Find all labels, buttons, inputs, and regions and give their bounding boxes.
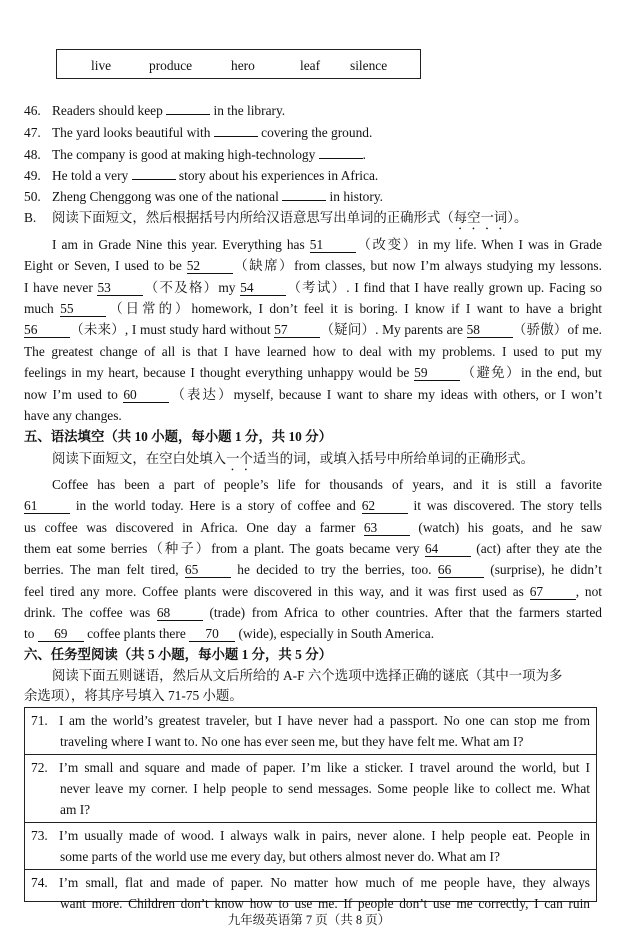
- answer-blank-61[interactable]: 61: [24, 499, 70, 514]
- question-number: 46.: [24, 103, 41, 118]
- question-number: 50.: [24, 189, 41, 204]
- answer-blank-54[interactable]: 54: [240, 281, 286, 296]
- passage-line: Eight or Seven, I used to be 52 （缺席）from classes, but now I’m always studying my lessons.: [24, 258, 602, 273]
- fill-question: 47. The yard looks beautiful with covering the ground.: [24, 125, 373, 140]
- passage-line: to 69 coffee plants there 70 (wide), especially in South America.: [24, 626, 435, 641]
- passage-line: have any changes.: [24, 408, 122, 423]
- answer-blank-56[interactable]: 56: [24, 323, 70, 338]
- section5-instruction: 阅读下面短文，在空白处填入一个适当的词，或填入括号中所给单词的正确形式。: [52, 451, 535, 466]
- passage-line: feelings in my heart, because I thought everything unhappy would be 59 （避免）in the end, but: [24, 365, 602, 380]
- passage-line: feel tired any more. Coffee plants were discovered in this way, and it was first used as 67 , not: [24, 584, 603, 599]
- answer-blank-59[interactable]: 59: [414, 366, 460, 381]
- word-bank-item: hero: [231, 58, 255, 73]
- section-b-instruction: B. 阅读下面短文，然后根据括号内所给汉语意思写出单词的正确形式（每空一词）。: [24, 210, 528, 225]
- fill-question: 48. The company is good at making high-technology .: [24, 147, 367, 162]
- question-number: 49.: [24, 168, 41, 183]
- fill-question: 46. Readers should keep in the library.: [24, 103, 286, 118]
- emphasis-text: 一个: [226, 451, 253, 466]
- passage-line: berries. The man felt tired, 65 he decided to try the berries, too. 66 (surprise), he didn’t: [24, 562, 602, 577]
- answer-blank-51[interactable]: 51: [310, 238, 356, 253]
- section5-title: 五、语法填空（共 10 小题，每小题 1 分，共 10 分）: [24, 429, 332, 444]
- section6-title: 六、任务型阅读（共 5 小题，每小题 1 分，共 5 分）: [24, 647, 332, 662]
- passage-line: The greatest change of all is that I have learned how to deal with my problems. I used to put my: [24, 344, 602, 359]
- riddle-table: [24, 707, 597, 911]
- fill-question: 50. Zheng Chenggong was one of the national in history.: [24, 189, 383, 204]
- passage-line: much 55 （日常的）homework, I don’t feel it is boring. I know if I want to have a bright: [24, 301, 602, 316]
- answer-blank[interactable]: [214, 136, 258, 137]
- passage-line: now I’m used to 60 （表达）myself, because I want to share my ideas with others, or I won’t: [24, 387, 602, 402]
- answer-blank-69[interactable]: 69: [38, 627, 84, 642]
- riddle-number: 74.: [31, 875, 48, 890]
- passage-line: 61 in the world today. Here is a story of coffee and 62 it was discovered. The story tells: [24, 498, 603, 513]
- passage-line: them eat some berries（种子）from a plant. The goats became very 64 (act) after they ate the: [24, 541, 603, 556]
- answer-blank-52[interactable]: 52: [187, 259, 233, 274]
- word-bank-box: [56, 49, 421, 79]
- answer-blank-58[interactable]: 58: [467, 323, 513, 338]
- question-number: 48.: [24, 147, 41, 162]
- word-bank-item: live: [91, 58, 112, 73]
- answer-blank[interactable]: [319, 158, 363, 159]
- passage-line: I am in Grade Nine this year. Everything has 51 （改变）in my life. When I was in Grade: [52, 237, 602, 252]
- answer-blank-57[interactable]: 57: [274, 323, 320, 338]
- riddle-number: 72.: [31, 760, 48, 775]
- word-bank-item: produce: [149, 58, 193, 73]
- answer-blank-53[interactable]: 53: [97, 281, 143, 296]
- answer-blank-67[interactable]: 67: [530, 585, 576, 600]
- answer-blank-65[interactable]: 65: [185, 563, 231, 578]
- passage-line: 56 （未来）, I must study hard without 57 （疑问）. My parents are 58 （骄傲）of me.: [24, 322, 602, 337]
- answer-blank-64[interactable]: 64: [425, 542, 471, 557]
- answer-blank-68[interactable]: 68: [157, 606, 203, 621]
- answer-blank-60[interactable]: 60: [123, 388, 169, 403]
- answer-blank-55[interactable]: 55: [60, 302, 106, 317]
- emphasis-text: 每空一词: [453, 210, 508, 225]
- passage-line: us coffee was discovered in Africa. One day a farmer 63 (watch) his goats, and he saw: [24, 520, 602, 535]
- answer-blank-63[interactable]: 63: [364, 521, 410, 536]
- section-b-label: B.: [24, 210, 37, 225]
- passage-line: I have never 53 （不及格）my 54 （考试）. I find that I have really grown up. Facing so: [24, 280, 602, 295]
- answer-blank-70[interactable]: 70: [189, 627, 235, 642]
- section6-instruction-line2: 余选项），将其序号填入 71-75 小题。: [24, 688, 243, 703]
- riddle-number: 73.: [31, 828, 48, 843]
- answer-blank[interactable]: [282, 200, 326, 201]
- riddle-row: 71. I am the world’s greatest traveler, but I have never had a passport. No one can stop me from traveling where I want to. No one has ever seen me, but they have felt me. What am I?: [25, 708, 596, 755]
- riddle-row: 73. I’m usually made of wood. I always walk in pairs, never alone. I help people eat. People in some parts of the world use me every day, but others almost never do. What am I?: [25, 823, 596, 870]
- section6-instruction-line1: 阅读下面五则谜语，然后从文后所给的 A-F 六个选项中选择正确的谜底（其中一项为多: [52, 668, 563, 683]
- word-bank-item: leaf: [300, 58, 321, 73]
- riddle-row: 72. I’m small and square and made of paper. I’m like a sticker. I travel around the world, but I never leave my corner. I help people to send messages. Some people like to collect me. What am I?: [25, 755, 596, 823]
- answer-blank[interactable]: [132, 179, 176, 180]
- answer-blank-66[interactable]: 66: [438, 563, 484, 578]
- riddle-number: 71.: [31, 713, 48, 728]
- answer-blank[interactable]: [166, 114, 210, 115]
- passage-line: drink. The coffee was 68 (trade) from Africa to other countries. After that the farmers started: [24, 605, 602, 620]
- question-number: 47.: [24, 125, 41, 140]
- fill-question: 49. He told a very story about his experiences in Africa.: [24, 168, 379, 183]
- word-bank-item: silence: [350, 58, 388, 73]
- answer-blank-62[interactable]: 62: [362, 499, 408, 514]
- riddle-row: 74. I’m small, flat and made of paper. No matter how much of me people have, they always want more. Children don’t know how to use me. If people don’t use me correctly, I can ruin: [25, 870, 596, 916]
- passage-line: Coffee has been a part of people’s life for thousands of years, and it is still a favorite: [52, 477, 602, 492]
- page-footer: 九年级英语第 7 页（共 8 页）: [227, 913, 391, 927]
